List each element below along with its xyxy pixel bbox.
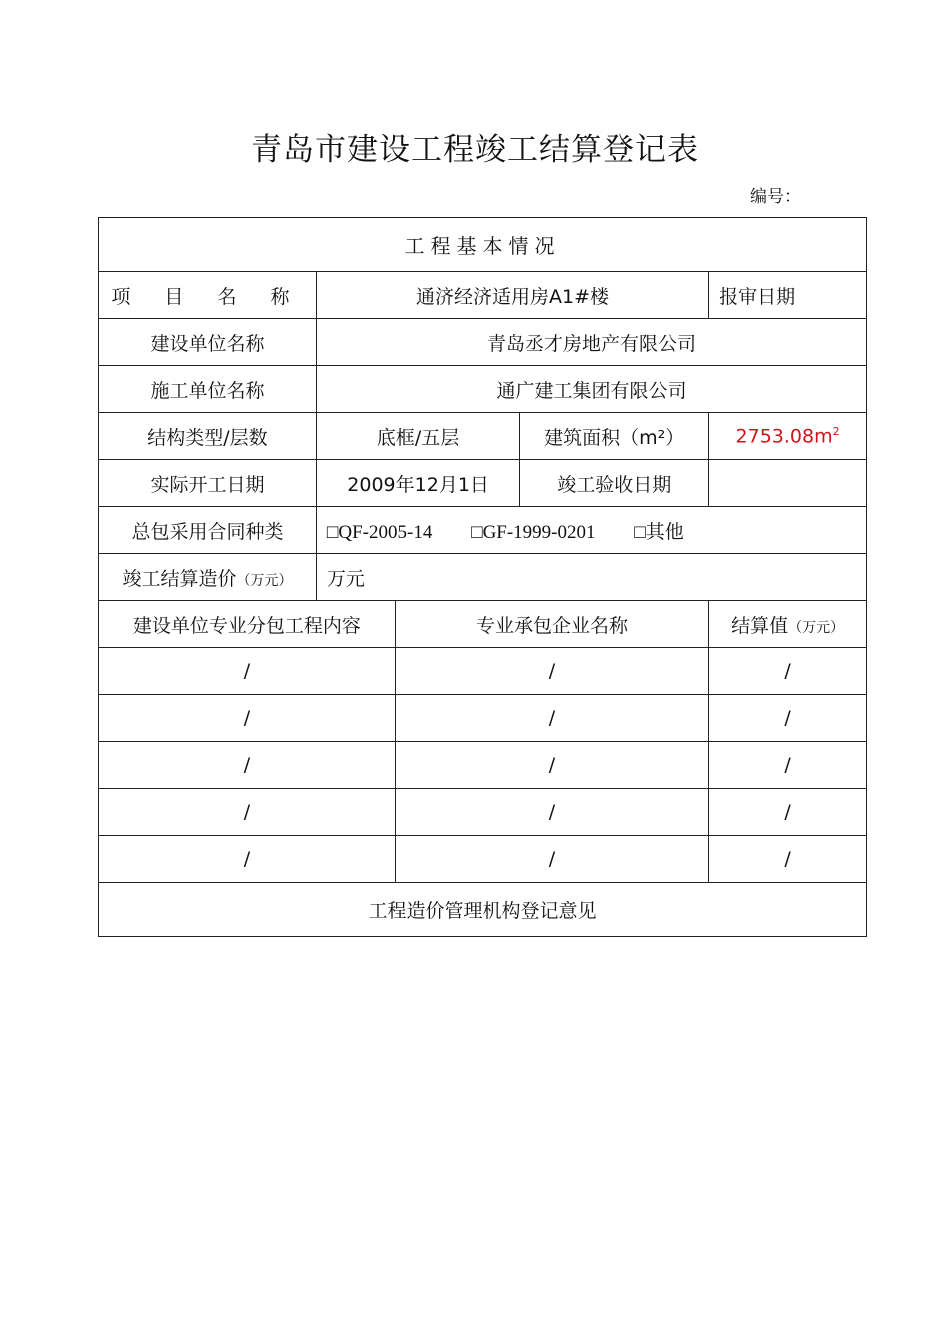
sub-value-cell: / bbox=[709, 836, 867, 883]
sub-content-cell: / bbox=[99, 742, 396, 789]
registration-opinion-label: 工程造价管理机构登记意见 bbox=[99, 883, 867, 937]
area-label: 建筑面积（m²） bbox=[520, 413, 709, 460]
structure-value: 底框/五层 bbox=[316, 413, 519, 460]
contractor-row bbox=[99, 366, 867, 413]
serial-number-label: 编号： bbox=[750, 187, 801, 207]
footer-row bbox=[99, 883, 867, 937]
subcontract-row bbox=[99, 789, 867, 836]
subcontract-header-row bbox=[99, 601, 867, 648]
contract-type-label: 总包采用合同种类 bbox=[99, 507, 317, 554]
area-value: $2753.08m^2$ bbox=[709, 413, 867, 460]
settlement-price-row bbox=[99, 554, 867, 601]
sub-value-cell: / bbox=[709, 789, 867, 836]
structure-row bbox=[99, 413, 867, 460]
contractor-label: 施工单位名称 bbox=[99, 366, 317, 413]
project-name-label: 项 目 名 称 bbox=[99, 272, 317, 319]
contract-option-qf[interactable]: □QF-2005-14 bbox=[326, 521, 433, 543]
settlement-price-value: 万元 bbox=[316, 554, 866, 601]
sub-company-cell: / bbox=[395, 742, 708, 789]
subcontract-row bbox=[99, 648, 867, 695]
registration-form-table bbox=[98, 217, 867, 937]
contract-option-gf[interactable]: □GF-1999-0201 bbox=[471, 521, 596, 543]
sub-content-cell: / bbox=[99, 648, 396, 695]
sub-company-cell: / bbox=[395, 695, 708, 742]
sub-col-company: 专业承包企业名称 bbox=[395, 601, 708, 648]
start-date-label: 实际开工日期 bbox=[99, 460, 317, 507]
contract-option-other[interactable]: □其他 bbox=[634, 521, 684, 543]
contract-type-row bbox=[99, 507, 867, 554]
builder-label: 建设单位名称 bbox=[99, 319, 317, 366]
sub-content-cell: / bbox=[99, 836, 396, 883]
sub-col-content: 建设单位专业分包工程内容 bbox=[99, 601, 396, 648]
contractor-value: 通广建工集团有限公司 bbox=[316, 366, 866, 413]
sub-company-cell: / bbox=[395, 789, 708, 836]
structure-label: 结构类型/层数 bbox=[99, 413, 317, 460]
contract-options bbox=[316, 507, 866, 554]
section-header-row bbox=[99, 218, 867, 272]
sub-content-cell: / bbox=[99, 695, 396, 742]
acceptance-date-value bbox=[709, 460, 867, 507]
section-header: 工程基本情况 bbox=[99, 218, 867, 272]
settlement-price-label: 竣工结算造价（万元） bbox=[99, 554, 317, 601]
start-date-value: 2009年12月1日 bbox=[316, 460, 519, 507]
sub-company-cell: / bbox=[395, 836, 708, 883]
project-name-value: 通济经济适用房A1#楼 bbox=[316, 272, 708, 319]
dates-row bbox=[99, 460, 867, 507]
review-date-label: 报审日期 bbox=[709, 272, 867, 319]
acceptance-date-label: 竣工验收日期 bbox=[520, 460, 709, 507]
sub-col-value: 结算值（万元） bbox=[709, 601, 867, 648]
sub-value-cell: / bbox=[709, 742, 867, 789]
sub-company-cell: / bbox=[395, 648, 708, 695]
subcontract-row bbox=[99, 695, 867, 742]
sub-content-cell: / bbox=[99, 789, 396, 836]
builder-row bbox=[99, 319, 867, 366]
project-name-row bbox=[99, 272, 867, 319]
subcontract-row bbox=[99, 836, 867, 883]
subcontract-row bbox=[99, 742, 867, 789]
builder-value: 青岛丞才房地产有限公司 bbox=[316, 319, 866, 366]
sub-value-cell: / bbox=[709, 695, 867, 742]
document-title: 青岛市建设工程竣工结算登记表 bbox=[251, 132, 699, 168]
sub-value-cell: / bbox=[709, 648, 867, 695]
